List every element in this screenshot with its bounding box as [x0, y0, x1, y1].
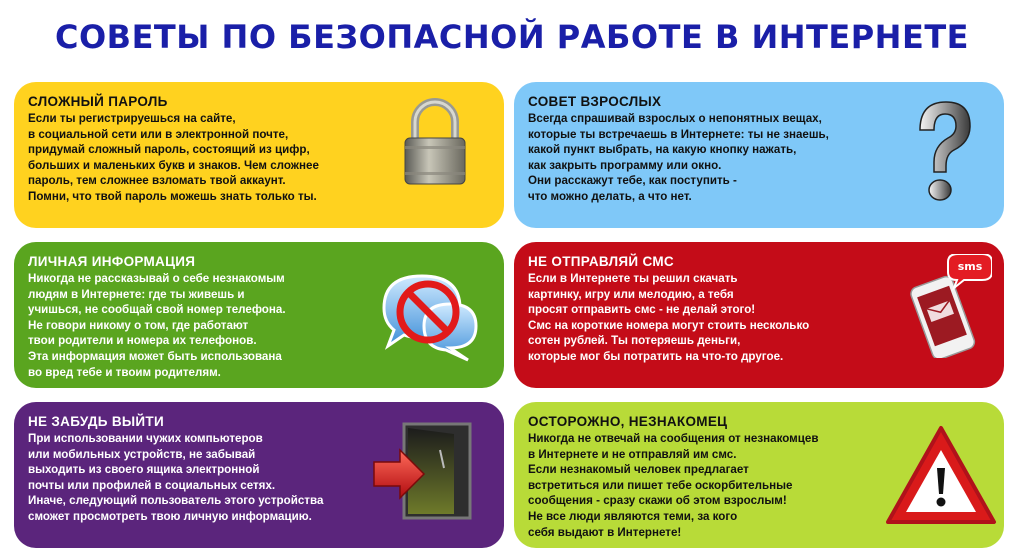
- card-line: Если в Интернете ты решил скачать: [528, 272, 738, 285]
- card-line: которые мог бы потратить на что-то другое.: [528, 349, 784, 363]
- card-line: Если ты регистрируешься на сайте,: [28, 112, 236, 125]
- card-heading: ОСТОРОЖНО, НЕЗНАКОМЕЦ: [528, 414, 728, 429]
- card-line: Иначе, следующий пользователь этого устройства: [28, 494, 324, 508]
- card-line: себя выдают в Интернете!: [528, 525, 682, 539]
- card-line: Не говори никому о том, где работают: [28, 318, 249, 332]
- card-line: При использовании чужих компьютеров: [28, 432, 263, 445]
- card-line: придумай сложный пароль, состоящий из цифр,: [28, 143, 310, 157]
- card-line: что можно делать, а что нет.: [528, 189, 692, 203]
- card-line: сотен рублей. Ты потеряешь деньги,: [528, 334, 741, 348]
- card-line: Они расскажут тебе, как поступить -: [528, 174, 737, 188]
- sms-phone-icon: [902, 254, 992, 358]
- card-heading: СЛОЖНЫЙ ПАРОЛЬ: [28, 94, 168, 109]
- card-line: пароль, тем сложнее взломать твой аккаунт.: [28, 174, 286, 188]
- exit-door-icon: [370, 422, 474, 520]
- card-line: как закрыть программу или окно.: [528, 158, 722, 172]
- card-heading: СОВЕТ ВЗРОСЛЫХ: [528, 94, 662, 109]
- card-line: которые ты встречаешь в Интернете: ты не знаешь,: [528, 127, 829, 141]
- card-line: Если незнакомый человек предлагает: [528, 463, 749, 477]
- card-line: Никогда не отвечай на сообщения от незнакомцев: [528, 432, 819, 445]
- card-line: Эта информация может быть использована: [28, 349, 282, 363]
- page-title: СОВЕТЫ ПО БЕЗОПАСНОЙ РАБОТЕ В ИНТЕРНЕТЕ: [54, 18, 969, 56]
- card-line: сообщения - сразу скажи об этом взрослым!: [528, 494, 787, 508]
- card-line: твои родители и номера их телефонов.: [28, 334, 257, 348]
- card-heading: ЛИЧНАЯ ИНФОРМАЦИЯ: [28, 254, 196, 269]
- card-heading: НЕ ОТПРАВЛЯЙ СМС: [528, 254, 674, 269]
- card-line: в Интернете и не отправляй им смс.: [528, 447, 737, 461]
- card-line: Помни, что твой пароль можешь знать только ты.: [28, 189, 317, 203]
- card-line: учишься, не сообщай свой номер телефона.: [28, 303, 286, 317]
- card-heading: НЕ ЗАБУДЬ ВЫЙТИ: [28, 414, 164, 429]
- card-line: во вред тебе и твоим родителям.: [28, 365, 221, 379]
- card-line: почты или профилей в социальных сетях.: [28, 478, 276, 492]
- card-line: Не все люди являются теми, за кого: [528, 509, 738, 523]
- card-line: в социальной сети или в электронной почте,: [28, 127, 289, 141]
- card-line: картинку, игру или мелодию, а тебя: [528, 287, 734, 301]
- warning-icon: [884, 424, 998, 528]
- no-chat-icon: [376, 268, 482, 364]
- question-mark-icon: [908, 96, 978, 206]
- sms-bubble-label: sms: [957, 260, 983, 273]
- card-line: или мобильных устройств, не забывай: [28, 447, 256, 461]
- card-line: просят отправить смс - не делай этого!: [528, 303, 756, 317]
- card-line: людям в Интернете: где ты живешь и: [28, 287, 245, 301]
- card-line: Всегда спрашивай взрослых о непонятных вещах,: [528, 112, 822, 125]
- card-line: Смс на короткие номера могут стоить несколько: [528, 318, 810, 332]
- card-line: Никогда не рассказывай о себе незнакомым: [28, 272, 285, 285]
- card-line: какой пункт выбрать, на какую кнопку нажать,: [528, 143, 797, 157]
- padlock-icon: [400, 98, 470, 188]
- card-line: встретиться или пишет тебе оскорбительные: [528, 478, 793, 492]
- card-line: выходить из своего ящика электронной: [28, 463, 260, 477]
- card-line: сможет просмотреть твою личную информацию.: [28, 509, 312, 523]
- card-line: больших и маленьких букв и знаков. Чем сложнее: [28, 158, 319, 172]
